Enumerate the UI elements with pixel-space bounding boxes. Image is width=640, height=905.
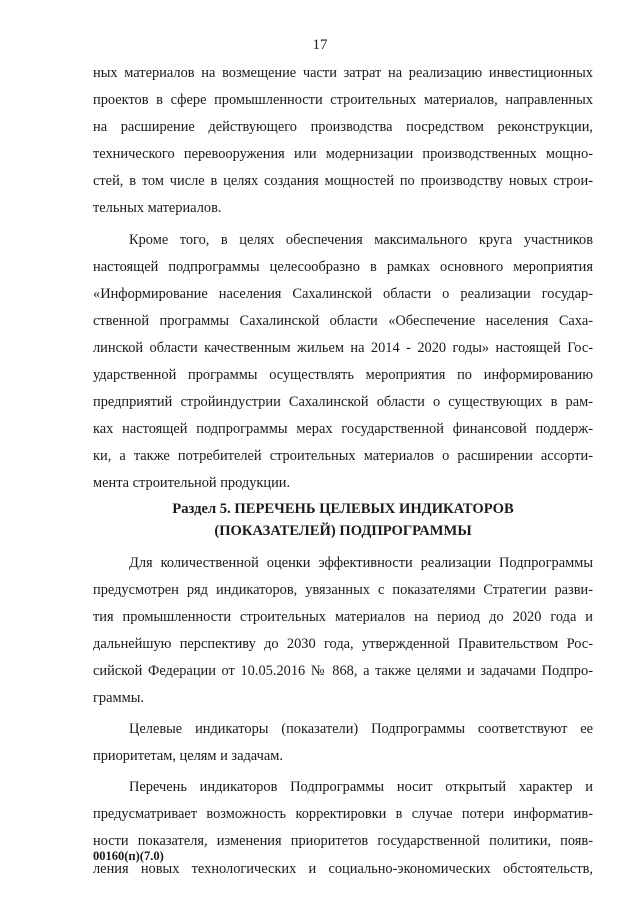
text-line: Перечень индикаторов Подпрограммы носит открытый характер и <box>129 779 593 796</box>
text-line: предусматривает возможность корректировки в случае потери информатив- <box>93 806 593 823</box>
text-line: Целевые индикаторы (показатели) Подпрограммы соответствуют ее <box>129 721 593 738</box>
paragraph-5 <box>93 774 593 882</box>
document-body <box>93 60 593 883</box>
paragraph-2 <box>93 227 593 498</box>
text-line: ственной программы Сахалинской области «Обеспечение населения Саха- <box>93 312 593 329</box>
text-line: Кроме того, в целях обеспечения максимального круга участников <box>129 231 593 248</box>
text-line: настоящей подпрограммы целесообразно в рамках основного мероприятия <box>93 258 593 275</box>
section-heading-line: (ПОКАЗАТЕЛЕЙ) ПОДПРОГРАММЫ <box>214 522 472 539</box>
text-line: на расширение действующего производства посредством реконструкции, <box>93 119 593 136</box>
paragraph-1 <box>93 60 593 223</box>
text-line: тия промышленности строительных материалов на период до 2020 года и <box>93 608 593 625</box>
text-line: дальнейшую перспективу до 2030 года, утвержденной Правительством Рос- <box>93 635 593 652</box>
text-line: предусмотрен ряд индикаторов, увязанных с показателями Стратегии разви- <box>93 581 593 598</box>
section-heading-line: Раздел 5. ПЕРЕЧЕНЬ ЦЕЛЕВЫХ ИНДИКАТОРОВ <box>172 500 514 517</box>
paragraph-4 <box>93 716 593 770</box>
text-line: приоритетам, целям и задачам. <box>93 748 283 765</box>
text-line: ках настоящей подпрограммы мерах государственной финансовой поддерж- <box>93 421 593 438</box>
text-line: ности показателя, изменения приоритетов государственной политики, появ- <box>93 833 593 850</box>
text-line: сийской Федерации от 10.05.2016 № 868, а также целями и задачами Подпро- <box>93 662 593 679</box>
paragraph-3 <box>93 550 593 713</box>
text-line: граммы. <box>93 689 144 706</box>
text-line: стей, в том числе в целях создания мощностей по производству новых строи- <box>93 173 593 190</box>
text-line: проектов в сфере промышленности строительных материалов, направленных <box>93 92 593 109</box>
text-line: технического перевооружения или модернизации производственных мощно- <box>93 146 593 163</box>
text-line: «Информирование населения Сахалинской области о реализации государ- <box>93 285 593 302</box>
document-code: 00160(п)(7.0) <box>93 849 164 863</box>
text-line: ления новых технологических и социально-экономических обстоятельств, <box>93 860 593 877</box>
text-line: ки, а также потребителей строительных материалов о расширении ассорти- <box>93 448 593 465</box>
text-line: мента строительной продукции. <box>93 475 291 492</box>
page-number: 17 <box>312 37 328 53</box>
text-line: линской области качественным жильем на 2014 - 2020 годы» настоящей Гос- <box>93 339 593 356</box>
text-line: предприятий стройиндустрии Сахалинской области о существующих в рам- <box>93 394 593 411</box>
text-line: Для количественной оценки эффективности реализации Подпрограммы <box>129 554 593 571</box>
text-line: ных материалов на возмещение части затрат на реализацию инвестиционных <box>93 65 593 81</box>
text-line: тельных материалов. <box>93 200 222 217</box>
section-heading <box>93 498 593 542</box>
text-line: ударственной программы осуществлять мероприятия по информированию <box>93 367 593 384</box>
